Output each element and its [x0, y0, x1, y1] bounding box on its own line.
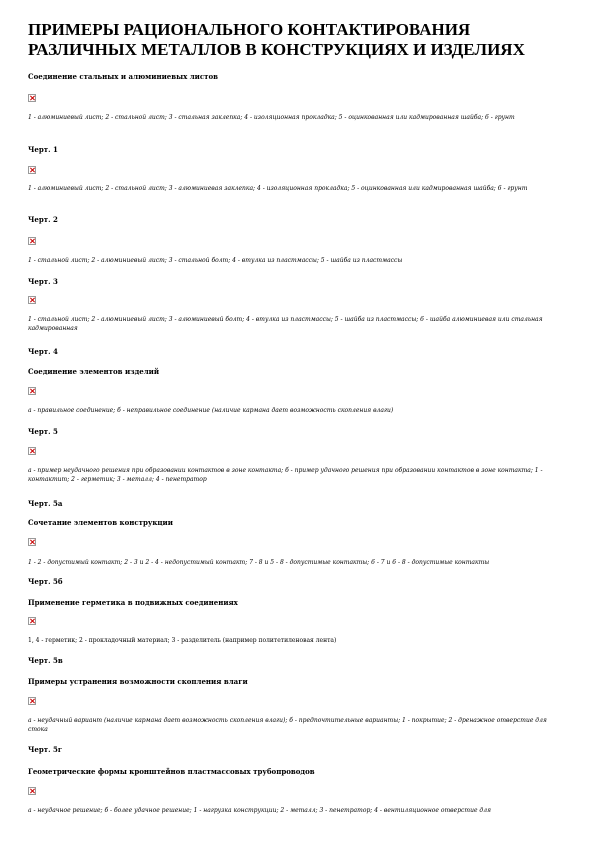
figure-number: Черт. 5б — [28, 577, 63, 586]
figure-caption: а - неудачное решение; б - более удачное решение; 1 - нагрузка конструкции; 2 - металл; 3 - пенетратор; 4 - вентиляционное отверстие для — [28, 807, 491, 814]
figure-number: Черт. 1 — [28, 145, 58, 154]
section-heading: Геометрические формы кронштейнов пластмассовых трубопроводов — [28, 767, 315, 776]
broken-image-icon — [28, 296, 36, 304]
broken-image-icon — [28, 166, 36, 174]
figure-caption: 1 - стальной лист; 2 - алюминиевый лист; 3 - алюминиевый болт; 4 - втулка из пластмассы; 5 - шайба из пластмассы; 6 - шайба алюминиевая или стальная кадмированная — [28, 316, 543, 332]
figure-caption: 1 - алюминиевый лист; 2 - стальной лист; 3 - стальная заклепка; 4 - изоляционная прокладка; 5 - оцинкованная или кадмированная шайба; 6 - грунт — [28, 114, 515, 121]
page-title: ПРИМЕРЫ РАЦИОНАЛЬНОГО КОНТАКТИРОВАНИЯ РАЗЛИЧНЫХ МЕТАЛЛОВ В КОНСТРУКЦИЯХ И ИЗДЕЛИЯХ — [28, 20, 525, 59]
section-heading: Соединение элементов изделий — [28, 367, 160, 376]
figure-number: Черт. 5г — [28, 745, 63, 754]
figure-caption: а - правильное соединение; б - неправильное соединение (наличие кармана дает возможность скопления влаги) — [28, 407, 394, 414]
section-heading: Применение герметика в подвижных соединениях — [28, 598, 238, 607]
section-heading: Сочетание элементов конструкции — [28, 518, 173, 527]
broken-image-icon — [28, 787, 36, 795]
section-heading: Примеры устранения возможности скопления влаги — [28, 677, 248, 686]
section-heading: Соединение стальных и алюминиевых листов — [28, 72, 218, 81]
broken-image-icon — [28, 447, 36, 455]
figure-caption: а - неудачный вариант (наличие кармана дает возможность скопления влаги); б - предпочтительные варианты; 1 - покрытие; 2 - дренажное отверстие для стока — [28, 717, 547, 733]
broken-image-icon — [28, 387, 36, 395]
figure-number: Черт. 5а — [28, 499, 63, 508]
broken-image-icon — [28, 237, 36, 245]
figure-number: Черт. 5в — [28, 656, 63, 665]
figure-caption: 1 - алюминиевый лист; 2 - стальной лист; 3 - алюминиевая заклепка; 4 - изоляционная прокладка; 5 - оцинкованная или кадмированная шайба; 6 - грунт — [28, 185, 528, 192]
figure-number: Черт. 3 — [28, 277, 58, 286]
broken-image-icon — [28, 94, 36, 102]
broken-image-icon — [28, 538, 36, 546]
figure-number: Черт. 2 — [28, 215, 58, 224]
broken-image-icon — [28, 617, 36, 625]
figure-caption: а - пример неудачного решения при образовании контактов в зоне контакта; б - пример удачного решения при образовании контактов в зоне контакта; 1 - контактит; 2 - герметик; 3 - металл; 4 - пенетратор — [28, 467, 543, 483]
figure-caption: 1 - стальной лист; 2 - алюминиевый лист; 3 - стальной болт; 4 - втулка из пластмассы; 5 - шайба из пластмассы — [28, 257, 403, 264]
figure-caption: 1 - 2 - допустимый контакт; 2 - 3 и 2 - 4 - недопустимый контакт; 7 - 8 и 5 - 8 - допустимые контакты; 6 - 7 и 6 - 8 - допустимые контакты — [28, 559, 490, 566]
figure-number: Черт. 5 — [28, 427, 58, 436]
broken-image-icon — [28, 697, 36, 705]
figure-caption: 1, 4 - герметик; 2 - прокладочный материал; 3 - разделитель (например политетиленовая лента) — [28, 637, 337, 644]
figure-number: Черт. 4 — [28, 347, 58, 356]
